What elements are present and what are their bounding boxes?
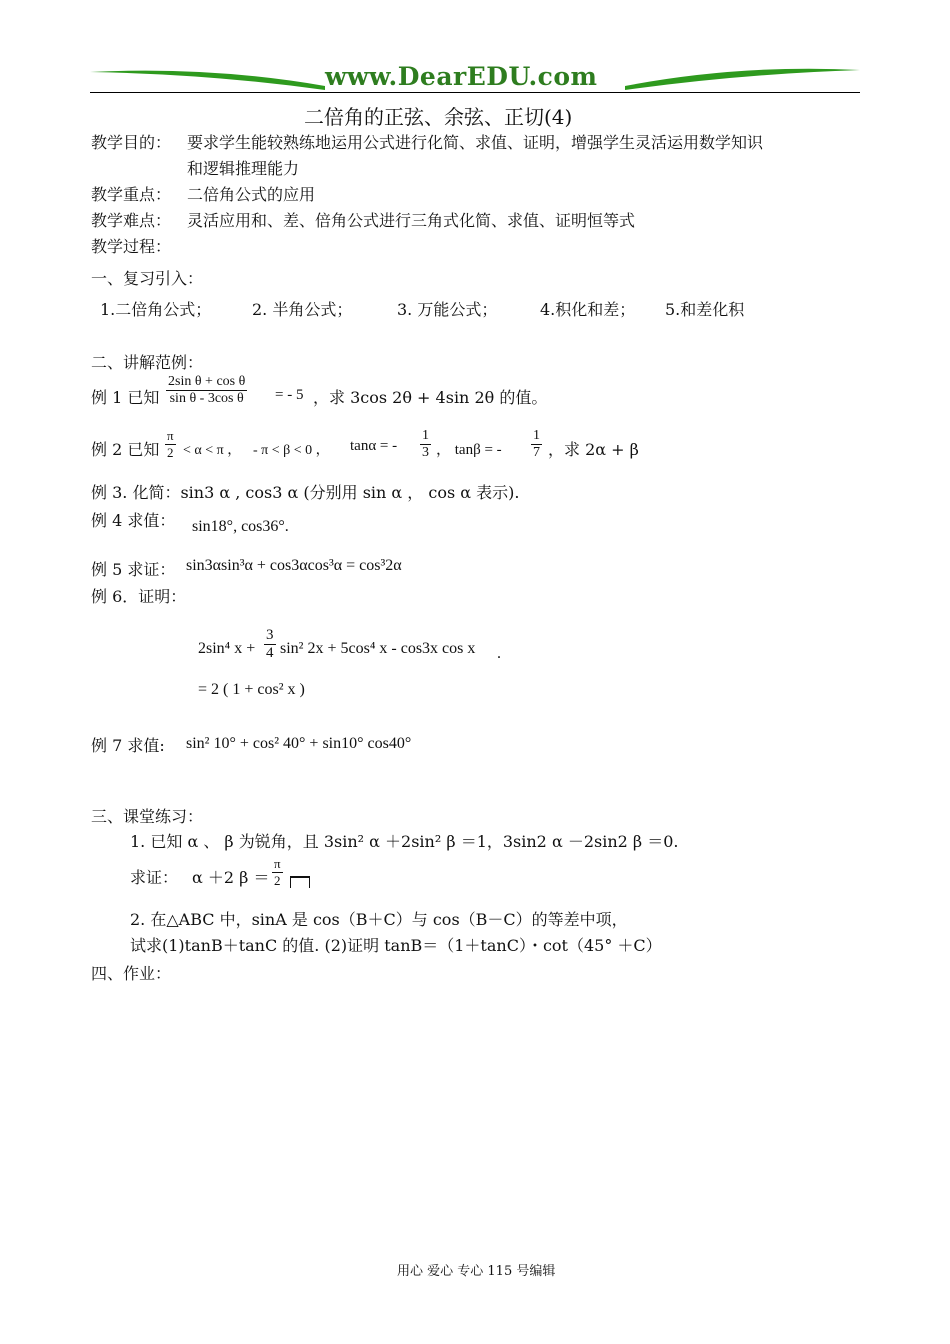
practice1-frac-num: π: [274, 856, 281, 871]
practice1-fraction: [272, 856, 283, 889]
ex2-pi-den: 2: [167, 445, 174, 460]
review-item: 2. 半角公式；: [252, 300, 353, 319]
difficulty-text: 灵活应用和、差、倍角公式进行三角式化简、求值、证明恒等式: [187, 211, 636, 230]
ex2-frac1-num: 1: [422, 428, 429, 443]
section2-heading: 二、讲解范例：: [91, 353, 204, 372]
ex3: 例 3. 化简：sin3 α , cos3 α (分别用 sin α ， cos α 表示).: [91, 483, 520, 502]
practice2-line2: 试求(1)tanB＋tanC 的值. (2)证明 tanB＝（1＋tanC）・cot（45° ＋C）: [130, 936, 662, 955]
ex2-cond2: - π < β < 0 ，: [253, 443, 330, 458]
ex2-frac2-num: 1: [533, 428, 540, 443]
practice1-expr: α ＋2 β ＝: [192, 868, 270, 887]
ex6-line1-a: 2sin⁴ x +: [198, 640, 256, 657]
review-item: 1.二倍角公式；: [100, 300, 212, 319]
ex2-tail: ，求 2α + β: [548, 440, 639, 459]
ex6-fraction: [264, 627, 276, 662]
section1-heading: 一、复习引入：: [91, 269, 204, 288]
ex5-expr: sin3αsin³α + cos3αcos³α = cos³2α: [186, 557, 402, 574]
practice1-prove: 求证：: [130, 868, 179, 887]
ex6-frac-num: 3: [266, 627, 274, 643]
ex1-numerator: 2sin θ + cos θ: [168, 374, 246, 389]
practice2-line1: 2. 在△ABC 中，sinA 是 cos（B＋C）与 cos（B－C）的等差中项，: [130, 910, 628, 929]
ex7-prefix: 例 7 求值:: [91, 736, 165, 755]
objective-line1: 要求学生能较熟练地运用公式进行化简、求值、证明，增强学生灵活运用数学知识: [187, 133, 764, 152]
review-item: 5.和差化积: [665, 300, 745, 319]
ex1-fraction: [166, 374, 247, 407]
ex2-tan-beta: ， tanβ = -: [436, 442, 502, 458]
ex6-dot: .: [497, 645, 501, 662]
ex1-denominator: sin θ - 3cos θ: [169, 391, 244, 406]
ex6-line2: = 2 ( 1 + cos² x ): [198, 681, 305, 698]
ex4-expr: sin18°, cos36°.: [192, 518, 289, 535]
ex2-tan-alpha: tanα = -: [350, 438, 398, 454]
section3-heading: 三、课堂练习：: [91, 807, 204, 826]
difficulty-label: 教学难点：: [91, 211, 172, 230]
header-rule: [90, 92, 860, 93]
ex5-prefix: 例 5 求证：: [91, 560, 176, 579]
ex6-prefix: 例 6．证明：: [91, 587, 187, 606]
ex6-line1-b: sin² 2x + 5cos⁴ x - cos3x cos x: [280, 640, 476, 657]
review-item: 3. 万能公式；: [397, 300, 498, 319]
objective-label: 教学目的：: [91, 133, 172, 152]
ex2-pi-num: π: [167, 428, 174, 443]
page-title: 二倍角的正弦、余弦、正切(4): [304, 105, 573, 129]
ex1-rhs: = - 5: [275, 387, 304, 403]
key-point-label: 教学重点：: [91, 185, 172, 204]
ex2-frac2-den: 7: [533, 445, 540, 460]
footer-text: 用心 爱心 专心 115 号编辑: [397, 1264, 556, 1279]
ex2-prefix: 例 2 已知: [91, 440, 160, 459]
ex1-prefix: 例 1 已知: [91, 388, 160, 407]
review-item: 4.积化和差；: [540, 300, 636, 319]
ex6-frac-den: 4: [266, 645, 274, 661]
ex2-cond1: < α < π ，: [183, 443, 242, 458]
key-point-text: 二倍角公式的应用: [187, 185, 316, 204]
ex1-tail: ，求 3cos 2θ + 4sin 2θ 的值。: [313, 388, 548, 407]
ex2-frac2: [531, 428, 542, 461]
end-mark-icon: [290, 876, 310, 888]
ex4-prefix: 例 4 求值：: [91, 511, 176, 530]
ex2-pi-half: [165, 428, 176, 461]
ex2-frac1-den: 3: [422, 445, 429, 460]
ex2-frac1: [420, 428, 431, 461]
process-label: 教学过程：: [91, 237, 172, 256]
ex7-expr: sin² 10° + cos² 40° + sin10° cos40°: [186, 735, 412, 752]
practice1-frac-den: 2: [274, 873, 281, 888]
site-logo[interactable]: www.DearEDU.com: [325, 62, 598, 91]
objective-line2: 和逻辑推理能力: [187, 159, 300, 178]
practice1-line1: 1. 已知 α 、 β 为锐角，且 3sin² α ＋2sin² β ＝1，3sin2 α －2sin2 β ＝0.: [130, 832, 679, 851]
section4-heading: 四、作业：: [91, 964, 172, 983]
